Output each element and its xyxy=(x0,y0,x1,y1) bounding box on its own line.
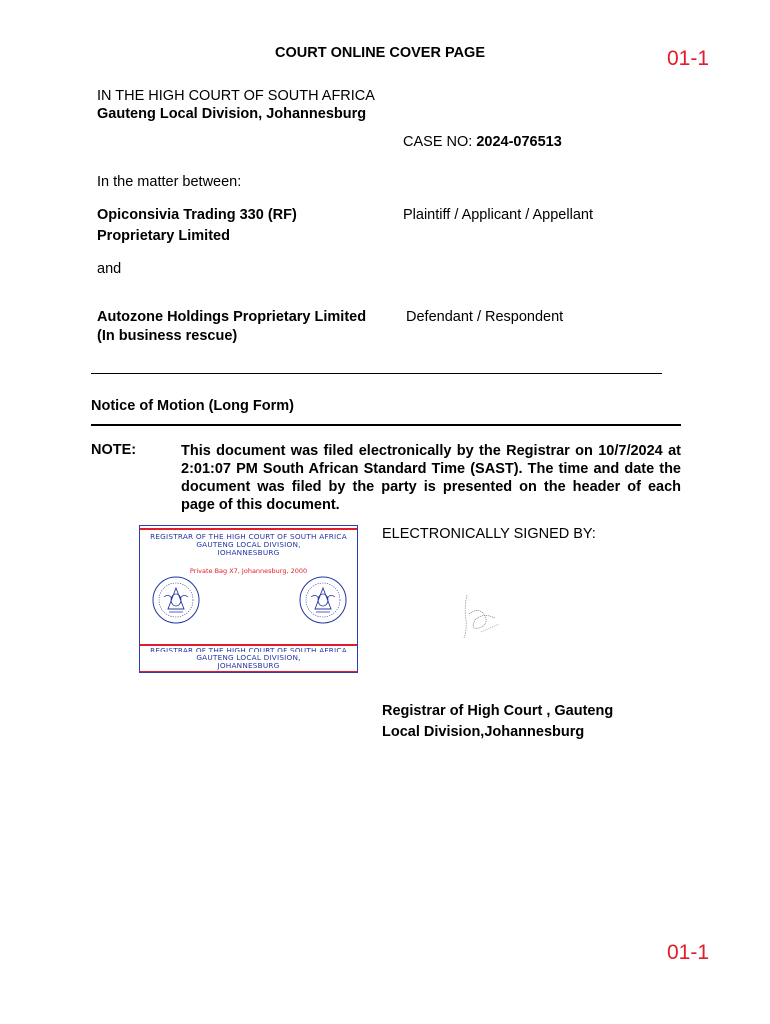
page-reference-top: 01-1 xyxy=(667,47,710,70)
title-underline xyxy=(91,424,681,426)
stamp-bottom-line3: JOHANNESBURG xyxy=(217,661,280,670)
stamp-top-line3: JOHANNESBURG xyxy=(217,549,280,555)
case-number xyxy=(403,134,562,150)
note-label: NOTE: xyxy=(91,442,137,458)
coat-of-arms-seal-left xyxy=(151,575,201,625)
coat-of-arms-seal-right xyxy=(298,575,348,625)
case-number-value: 2024-076513 xyxy=(476,134,562,150)
case-number-label: CASE NO: xyxy=(403,134,473,150)
stamp-address: Private Bag X7, Johannesburg, 2000 xyxy=(189,567,308,575)
stamp-top-rule xyxy=(140,528,357,530)
stamp-top-line2: GAUTENG LOCAL DIVISION, xyxy=(196,540,301,549)
stamp-bottom-line2: GAUTENG LOCAL DIVISION, xyxy=(196,653,301,662)
court-name: IN THE HIGH COURT OF SOUTH AFRICA xyxy=(97,88,375,104)
plaintiff-role: Plaintiff / Applicant / Appellant xyxy=(403,207,593,223)
stamp-bottom-rule xyxy=(140,644,357,646)
document-title: Notice of Motion (Long Form) xyxy=(91,398,294,414)
plaintiff-name-line2: Proprietary Limited xyxy=(97,228,230,244)
stamp-bottom-rule-2 xyxy=(140,671,357,673)
signed-by-label: ELECTRONICALLY SIGNED BY: xyxy=(382,526,596,542)
registrar-stamp xyxy=(139,525,358,673)
cover-title: COURT ONLINE COVER PAGE xyxy=(275,45,485,61)
stamp-top-line1: REGISTRAR OF THE HIGH COURT OF SOUTH AFRICA xyxy=(150,532,347,541)
defendant-name-line2: (In business rescue) xyxy=(97,328,238,344)
defendant-name-line1: Autozone Holdings Proprietary Limited xyxy=(97,309,367,325)
divider-line xyxy=(91,373,662,374)
signatory-line2: Local Division,Johannesburg xyxy=(382,724,585,740)
signatory-line1: Registrar of High Court , Gauteng xyxy=(382,703,614,719)
plaintiff-name-line1: Opiconsivia Trading 330 (RF) xyxy=(97,207,297,223)
and-text: and xyxy=(97,261,122,277)
stamp-bottom-line1: REGISTRAR OF THE HIGH COURT OF SOUTH AFRICA xyxy=(150,647,347,652)
note-text: This document was filed electronically by the Registrar on 10/7/2024 at 2:01:07 PM South African Standard Time (SAST). The time and date the document was filed by the party is presented on the header of each page of this document. xyxy=(181,443,681,513)
page-reference-bottom: 01-1 xyxy=(667,941,710,964)
handwritten-signature xyxy=(455,590,505,645)
matter-between: In the matter between: xyxy=(97,174,242,190)
court-division: Gauteng Local Division, Johannesburg xyxy=(97,106,367,122)
defendant-role: Defendant / Respondent xyxy=(406,309,564,325)
